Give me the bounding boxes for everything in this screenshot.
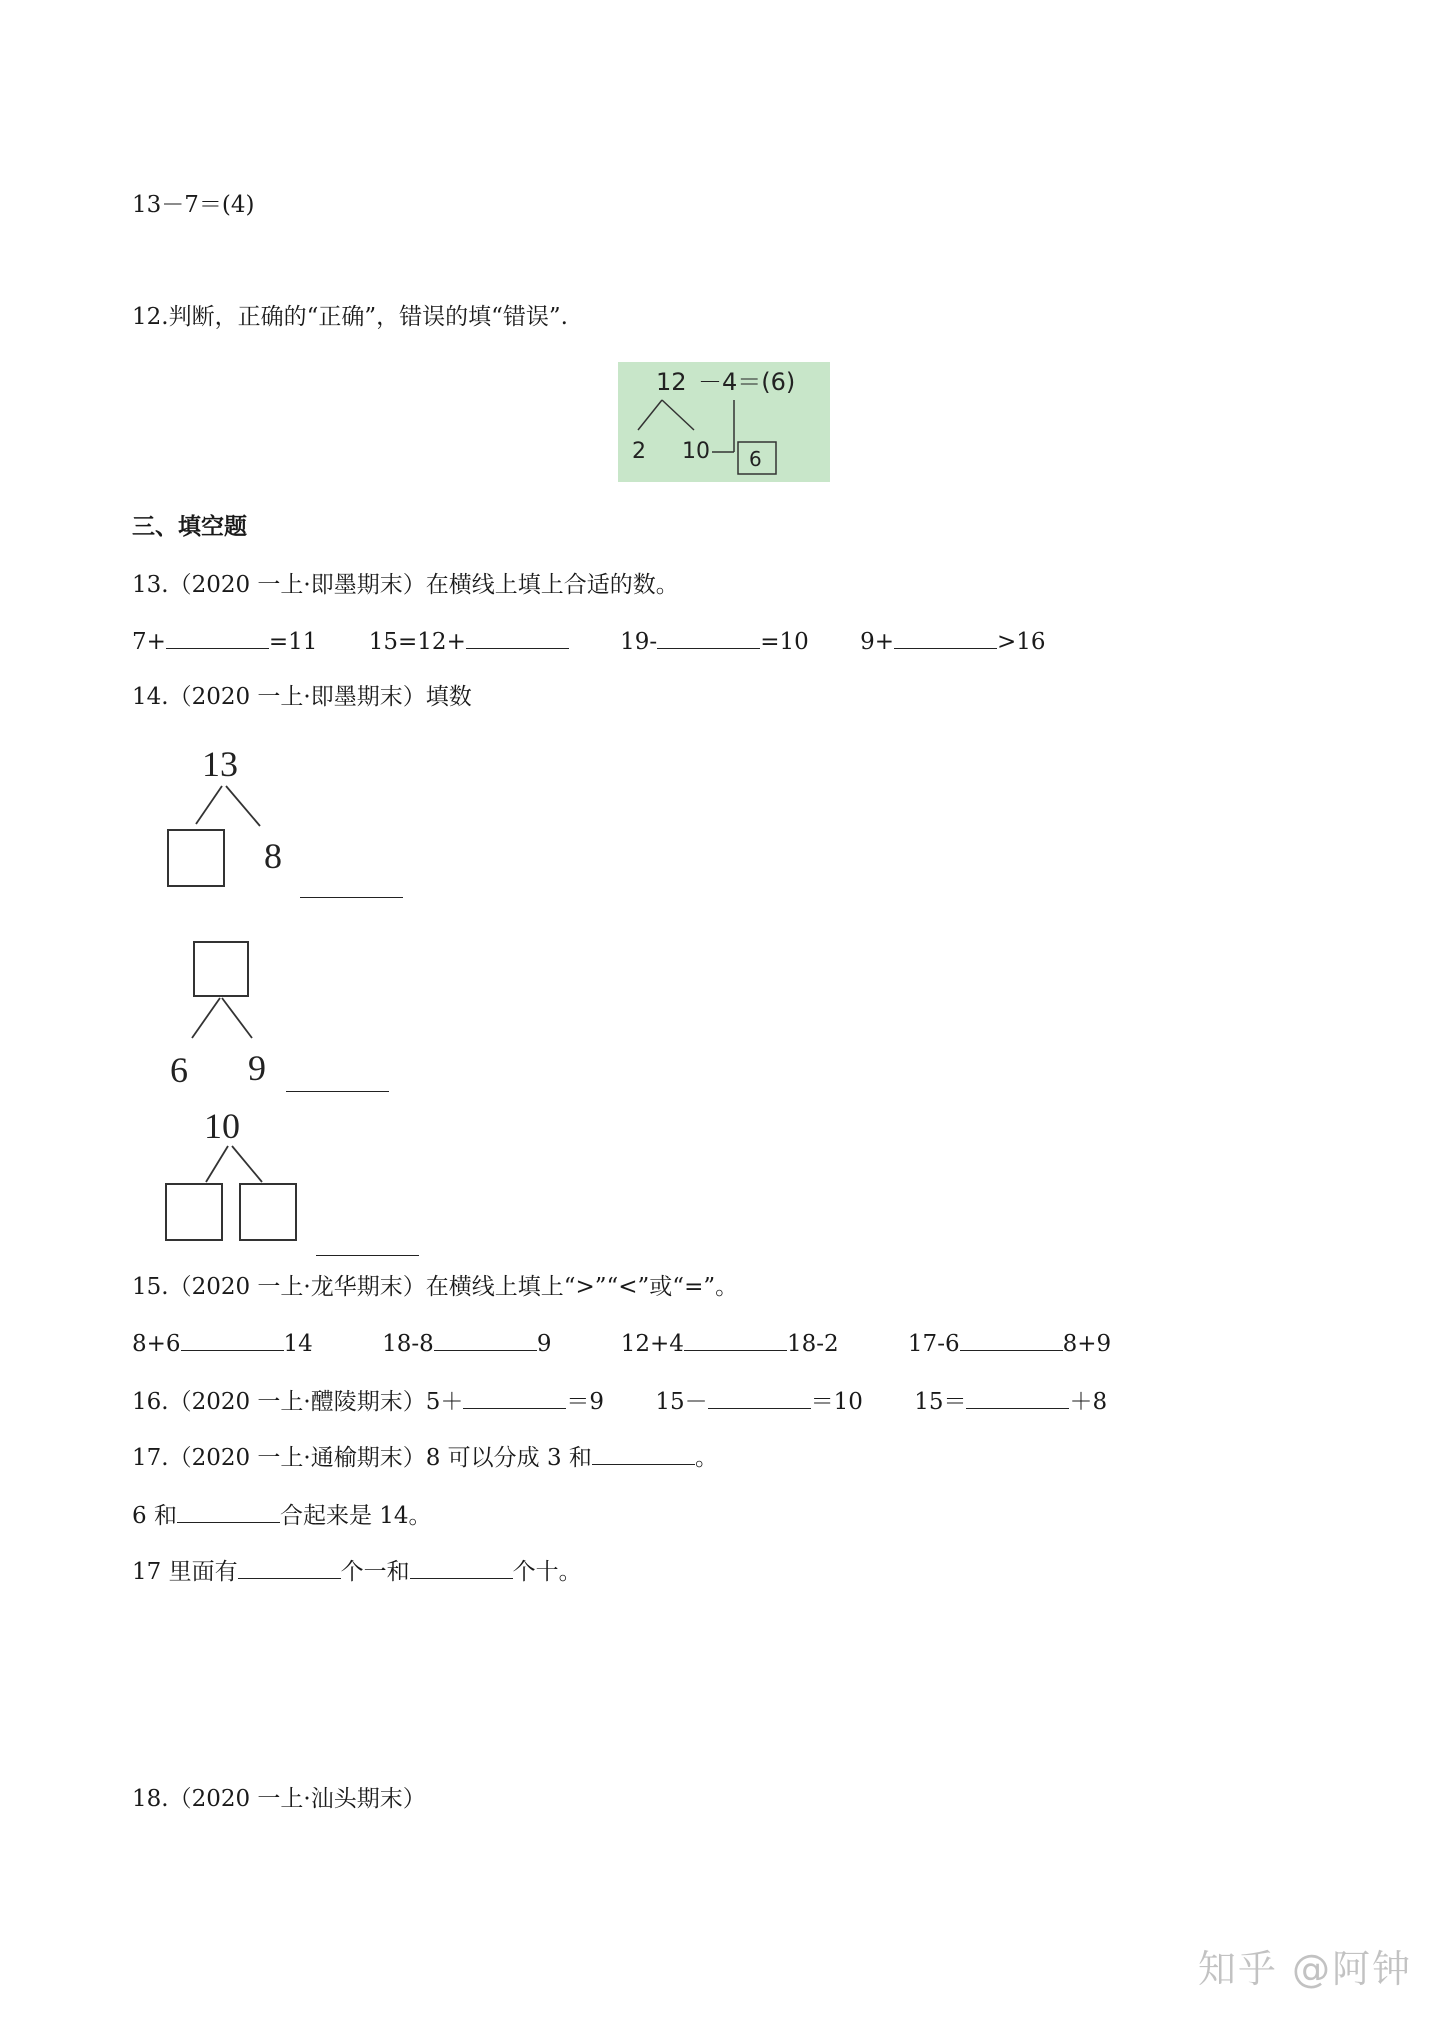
q16-blank-2[interactable] <box>708 1386 811 1409</box>
q13-item-3-post: =10 <box>760 629 809 655</box>
q14-question: 14.（2020 一上·即墨期末）填数 <box>132 684 472 710</box>
q14-tree1-top: 13 <box>202 744 238 784</box>
q13-item-3-pre: 19- <box>620 629 658 655</box>
q14-tree1-right: 8 <box>264 836 282 876</box>
q15-question: 15.（2020 一上·龙华期末）在横线上填上“>”“<”或“=”。 <box>132 1274 739 1300</box>
q13-item-1-post: =11 <box>268 629 318 655</box>
q14-tree2-right: 9 <box>248 1048 266 1088</box>
q15-item-4-post: 8+9 <box>1062 1331 1112 1357</box>
q14-tree-2 <box>160 938 310 1088</box>
q16-b-pre: 15－ <box>655 1389 708 1415</box>
q12-split-a: 2 <box>632 439 646 464</box>
q15-blank-2[interactable] <box>434 1328 537 1351</box>
q14-blank-1[interactable] <box>300 895 403 898</box>
q17-line3-post: 个十。 <box>512 1559 582 1585</box>
q15-blank-3[interactable] <box>684 1328 787 1351</box>
q14-blank-3[interactable] <box>316 1253 419 1256</box>
q14-tree-3 <box>160 1100 320 1248</box>
q12-figure <box>618 362 830 482</box>
q16-c-post: ＋8 <box>1069 1389 1108 1415</box>
q15-item-2-pre: 18-8 <box>382 1331 434 1357</box>
q15-blank-1[interactable] <box>181 1328 284 1351</box>
q14-tree3-top: 10 <box>204 1106 240 1146</box>
q14-tree3-box-left <box>166 1184 222 1240</box>
q13-item-4-pre: 9+ <box>860 629 894 655</box>
q13-items <box>132 626 1046 657</box>
q17-line2-post: 合起来是 14。 <box>279 1503 432 1529</box>
q18-question: 18.（2020 一上·汕头期末） <box>132 1786 426 1812</box>
q16-a-post: ＝9 <box>566 1389 605 1415</box>
q17-line1-pre: 17.（2020 一上·通榆期末）8 可以分成 3 和 <box>132 1445 592 1471</box>
q17-line3-pre: 17 里面有 <box>132 1559 238 1585</box>
q16-label: 16.（2020 一上·醴陵期末）5＋ <box>132 1389 464 1415</box>
q12-box-value: 6 <box>749 447 762 471</box>
q15-items <box>132 1328 1111 1359</box>
q14-tree1-box <box>168 830 224 886</box>
q13-item-4-post: >16 <box>996 629 1046 655</box>
q13-question: 13.（2020 一上·即墨期末）在横线上填上合适的数。 <box>132 572 679 598</box>
q13-item-1-pre: 7+ <box>132 629 166 655</box>
q14-tree-1 <box>160 740 310 890</box>
q17-line-2 <box>132 1500 432 1531</box>
q17-line-3 <box>132 1556 582 1587</box>
q17-blank-4[interactable] <box>410 1556 513 1579</box>
q14-tree2-box <box>194 942 248 996</box>
q13-blank-4[interactable] <box>894 626 997 649</box>
q17-line2-pre: 6 和 <box>132 1503 177 1529</box>
q15-item-4-pre: 17-6 <box>907 1331 960 1357</box>
q13-item-2-pre: 15=12+ <box>368 629 466 655</box>
watermark: 知乎 @阿钟 <box>1197 1947 1412 1991</box>
q15-item-3-post: 18-2 <box>786 1331 839 1357</box>
section-title: 三、填空题 <box>132 514 247 540</box>
q14-tree2-left: 6 <box>170 1050 188 1088</box>
q17-line-1 <box>132 1442 718 1473</box>
q16-c-pre: 15＝ <box>914 1389 967 1415</box>
q14-tree3-box-right <box>240 1184 296 1240</box>
q16-blank-3[interactable] <box>966 1386 1069 1409</box>
q17-blank-2[interactable] <box>177 1500 280 1523</box>
q15-item-1-post: 14 <box>283 1331 313 1357</box>
q14-blank-2[interactable] <box>286 1089 389 1092</box>
q17-blank-3[interactable] <box>238 1556 341 1579</box>
q12-minuend: 12 <box>656 368 687 396</box>
q16-line <box>132 1386 1107 1417</box>
q11-answer-line: 13－7＝(4) <box>132 192 255 218</box>
q15-item-1-pre: 8+6 <box>132 1331 181 1357</box>
q16-b-post: ＝10 <box>810 1389 863 1415</box>
q13-blank-1[interactable] <box>166 626 269 649</box>
q12-expression-rest: －4＝(6) <box>698 368 796 396</box>
q17-blank-1[interactable] <box>592 1442 695 1465</box>
q17-line3-mid: 个一和 <box>340 1559 410 1585</box>
q12-split-diagram <box>618 362 830 482</box>
q16-blank-1[interactable] <box>463 1386 566 1409</box>
q12-question: 12.判断，正确的“正确”，错误的填“错误”. <box>132 304 568 330</box>
q15-item-2-post: 9 <box>536 1331 552 1357</box>
q15-blank-4[interactable] <box>960 1328 1063 1351</box>
q13-blank-3[interactable] <box>657 626 760 649</box>
q15-item-3-pre: 12+4 <box>620 1331 684 1357</box>
q12-split-b: 10 <box>682 439 710 464</box>
q17-line1-post: 。 <box>694 1445 718 1471</box>
q13-blank-2[interactable] <box>466 626 569 649</box>
